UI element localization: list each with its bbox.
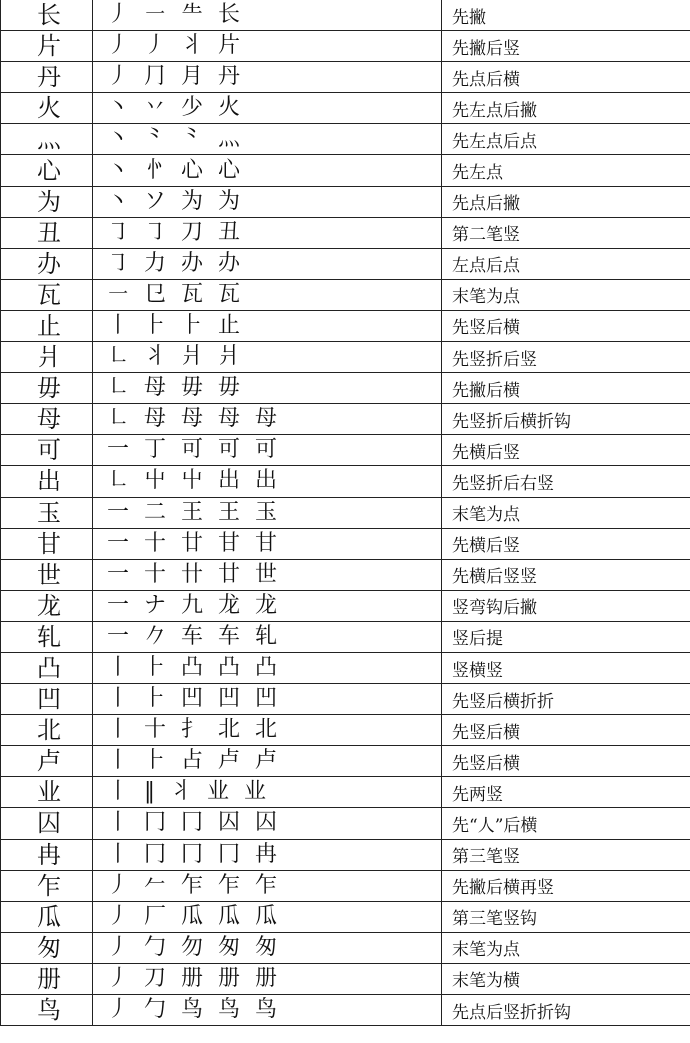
stroke-rule-text: 第三笔竖钩 xyxy=(452,909,537,930)
stroke-rule-text: 先竖后横折折 xyxy=(452,691,554,712)
table-row xyxy=(1,528,690,559)
stroke-rule-text: 先撇后横 xyxy=(452,380,520,401)
stroke-rule-cell xyxy=(442,808,690,839)
stroke-sequence-cell: 一 十 廿 甘 甘 xyxy=(93,528,442,559)
stroke-rule-cell xyxy=(442,373,690,404)
stroke-sequence-cell: 丿 厂 瓜 瓜 瓜 xyxy=(93,901,442,932)
stroke-sequence-cell: 一 丁 可 可 可 xyxy=(93,435,442,466)
table-row xyxy=(1,684,690,715)
stroke-rule-cell xyxy=(442,404,690,435)
character-cell: 母 xyxy=(1,404,93,435)
table-row xyxy=(1,342,690,373)
stroke-rule-cell xyxy=(442,684,690,715)
character-cell: 玉 xyxy=(1,497,93,528)
stroke-rule-text: 先撇 xyxy=(452,7,486,28)
stroke-rule-cell xyxy=(442,62,690,93)
stroke-rule-text: 先竖后横 xyxy=(452,722,520,743)
table-row xyxy=(1,124,690,155)
stroke-sequence-cell: ㇐ 㔾 瓦 瓦 xyxy=(93,279,442,310)
character-cell: 凸 xyxy=(1,652,93,683)
stroke-sequence-cell: 丿 勹 勿 匆 匆 xyxy=(93,932,442,963)
character-cell: 止 xyxy=(1,310,93,341)
stroke-sequence-cell: 丨 ⺊ 凸 凸 凸 xyxy=(93,652,442,683)
stroke-rule-cell xyxy=(442,746,690,777)
character-cell: 片 xyxy=(1,31,93,62)
table-row xyxy=(1,963,690,994)
character-cell: 可 xyxy=(1,435,93,466)
stroke-rule-text: 先竖折后竖 xyxy=(452,349,537,370)
stroke-sequence-cell: 丿 ㇐ ⺧ 长 xyxy=(93,0,442,31)
stroke-rule-text: 第二笔竖 xyxy=(452,225,520,246)
table-row xyxy=(1,62,690,93)
stroke-rule-cell xyxy=(442,342,690,373)
table-row xyxy=(1,746,690,777)
stroke-sequence-cell: 丶 丷 少 火 xyxy=(93,93,442,124)
stroke-sequence-cell: 丨 ‖ 丬 业 业 xyxy=(93,777,442,808)
stroke-rule-text: 竖后提 xyxy=(452,629,503,650)
stroke-rule-text: 末笔为点 xyxy=(452,287,520,308)
stroke-rule-cell xyxy=(442,31,690,62)
table-row xyxy=(1,404,690,435)
stroke-sequence-cell: 丶 ソ 为 为 xyxy=(93,186,442,217)
stroke-rule-cell xyxy=(442,777,690,808)
stroke-sequence-cell: 丶 㣺 心 心 xyxy=(93,155,442,186)
stroke-rule-cell xyxy=(442,715,690,746)
stroke-sequence-cell: 一 ナ 九 龙 龙 xyxy=(93,590,442,621)
stroke-sequence-cell: 一 二 王 王 玉 xyxy=(93,497,442,528)
table-row xyxy=(1,466,690,497)
stroke-sequence-cell: ㇗ 屮 屮 出 出 xyxy=(93,466,442,497)
stroke-rule-cell xyxy=(442,652,690,683)
stroke-rule-cell xyxy=(442,621,690,652)
stroke-rule-text: 第三笔竖 xyxy=(452,847,520,868)
table-row xyxy=(1,155,690,186)
stroke-rule-cell xyxy=(442,528,690,559)
stroke-rule-cell xyxy=(442,186,690,217)
character-cell: 鸟 xyxy=(1,995,93,1026)
character-cell: 匆 xyxy=(1,932,93,963)
stroke-rule-cell xyxy=(442,963,690,994)
stroke-rule-cell xyxy=(442,124,690,155)
character-cell: 丑 xyxy=(1,217,93,248)
stroke-rule-cell xyxy=(442,435,690,466)
stroke-sequence-cell: 丨 ⺊ 占 卢 卢 xyxy=(93,746,442,777)
stroke-sequence-cell: 丿 刀 册 册 册 xyxy=(93,963,442,994)
stroke-rule-text: 先竖折后横折钩 xyxy=(452,411,571,432)
table-row xyxy=(1,839,690,870)
stroke-rule-cell xyxy=(442,155,690,186)
stroke-rule-text: 先点后撇 xyxy=(452,194,520,215)
stroke-rule-text: 先竖折后右竖 xyxy=(452,473,554,494)
character-cell: 甘 xyxy=(1,528,93,559)
stroke-sequence-cell: 丨 ⺊ ⺊ 止 xyxy=(93,310,442,341)
stroke-sequence-cell: 一 十 卄 廿 世 xyxy=(93,559,442,590)
stroke-rule-cell xyxy=(442,0,690,31)
stroke-sequence-cell: ㇆ 力 办 办 xyxy=(93,248,442,279)
stroke-rule-text: 先两竖 xyxy=(452,784,503,805)
table-row xyxy=(1,777,690,808)
character-cell: 心 xyxy=(1,155,93,186)
stroke-rule-cell xyxy=(442,466,690,497)
stroke-rule-cell xyxy=(442,995,690,1026)
character-cell: 出 xyxy=(1,466,93,497)
stroke-sequence-cell: 丿 ⺆ 月 丹 xyxy=(93,62,442,93)
character-cell: 囚 xyxy=(1,808,93,839)
stroke-sequence-cell: 丨 十 扌 北 北 xyxy=(93,715,442,746)
character-cell: 世 xyxy=(1,559,93,590)
table-row xyxy=(1,590,690,621)
character-cell: 龙 xyxy=(1,590,93,621)
stroke-sequence-cell: 丶 ⺀ ⺀ 灬 xyxy=(93,124,442,155)
character-cell: 为 xyxy=(1,186,93,217)
stroke-rule-text: 末笔为横 xyxy=(452,971,520,992)
table-row xyxy=(1,310,690,341)
table-row xyxy=(1,435,690,466)
character-cell: 办 xyxy=(1,248,93,279)
character-cell: 北 xyxy=(1,715,93,746)
stroke-rule-cell xyxy=(442,839,690,870)
table-row xyxy=(1,808,690,839)
stroke-rule-cell xyxy=(442,93,690,124)
stroke-rule-text: 先左点后撇 xyxy=(452,100,537,121)
stroke-rule-text: 先竖后横 xyxy=(452,318,520,339)
table-row xyxy=(1,217,690,248)
stroke-sequence-cell: 丿 丿 ⺦ 片 xyxy=(93,31,442,62)
stroke-rule-text: 先横后竖 xyxy=(452,442,520,463)
table-row xyxy=(1,31,690,62)
stroke-rule-text: 先竖后横 xyxy=(452,753,520,774)
stroke-sequence-cell: 丿 𠂉 乍 乍 乍 xyxy=(93,870,442,901)
character-cell: 冉 xyxy=(1,839,93,870)
stroke-rule-cell xyxy=(442,901,690,932)
stroke-rule-text: 先左点 xyxy=(452,163,503,184)
table-row xyxy=(1,93,690,124)
character-cell: 卢 xyxy=(1,746,93,777)
character-cell: 毋 xyxy=(1,373,93,404)
stroke-rule-text: 先“人”后横 xyxy=(452,815,538,836)
table-row xyxy=(1,652,690,683)
stroke-rule-text: 先点后横 xyxy=(452,69,520,90)
stroke-rule-text: 左点后点 xyxy=(452,256,520,277)
stroke-sequence-cell: 丨 ⺊ 凹 凹 凹 xyxy=(93,684,442,715)
stroke-rule-cell xyxy=(442,497,690,528)
stroke-rule-text: 先横后竖竖 xyxy=(452,567,537,588)
character-cell: 业 xyxy=(1,777,93,808)
table-row xyxy=(1,0,690,31)
table-row xyxy=(1,559,690,590)
stroke-rule-text: 先左点后点 xyxy=(452,131,537,152)
table-body xyxy=(1,0,690,1026)
table-row xyxy=(1,870,690,901)
stroke-rule-text: 先撇后横再竖 xyxy=(452,878,554,899)
table-row xyxy=(1,995,690,1026)
stroke-sequence-cell: 丿 勹 鸟 鸟 鸟 xyxy=(93,995,442,1026)
stroke-rule-cell xyxy=(442,932,690,963)
character-cell: 爿 xyxy=(1,342,93,373)
stroke-rule-text: 先撇后竖 xyxy=(452,38,520,59)
stroke-rule-cell xyxy=(442,590,690,621)
stroke-sequence-cell: ㇗ 母 母 母 母 xyxy=(93,404,442,435)
stroke-rule-text: 先点后竖折折钩 xyxy=(452,1002,571,1023)
character-cell: 瓜 xyxy=(1,901,93,932)
character-cell: 乍 xyxy=(1,870,93,901)
character-cell: 轧 xyxy=(1,621,93,652)
character-cell: 凹 xyxy=(1,684,93,715)
stroke-rule-text: 末笔为点 xyxy=(452,940,520,961)
character-cell: 灬 xyxy=(1,124,93,155)
table-row xyxy=(1,932,690,963)
character-cell: 丹 xyxy=(1,62,93,93)
stroke-sequence-cell: ㇗ 丬 爿 爿 xyxy=(93,342,442,373)
table-row xyxy=(1,621,690,652)
stroke-rule-text: 末笔为点 xyxy=(452,505,520,526)
table-row xyxy=(1,901,690,932)
stroke-rule-cell xyxy=(442,248,690,279)
stroke-rule-cell xyxy=(442,310,690,341)
table-row xyxy=(1,715,690,746)
stroke-rule-text: 竖横竖 xyxy=(452,660,503,681)
table-row xyxy=(1,497,690,528)
table-row xyxy=(1,248,690,279)
character-cell: 瓦 xyxy=(1,279,93,310)
stroke-sequence-cell: 一 𠂊 车 车 轧 xyxy=(93,621,442,652)
character-cell: 火 xyxy=(1,93,93,124)
stroke-sequence-cell: ㇗ 母 毋 毋 xyxy=(93,373,442,404)
character-cell: 册 xyxy=(1,963,93,994)
stroke-rule-text: 先横后竖 xyxy=(452,536,520,557)
stroke-rule-cell xyxy=(442,217,690,248)
stroke-rule-cell xyxy=(442,279,690,310)
character-cell: 长 xyxy=(1,0,93,31)
stroke-rule-text: 竖弯钩后撇 xyxy=(452,598,537,619)
stroke-rule-cell xyxy=(442,559,690,590)
table-row xyxy=(1,373,690,404)
stroke-sequence-cell: 丨 冂 冂 冂 冉 xyxy=(93,839,442,870)
stroke-sequence-cell: 丨 冂 冂 囚 囚 xyxy=(93,808,442,839)
stroke-rule-cell xyxy=(442,870,690,901)
table-row xyxy=(1,186,690,217)
stroke-sequence-cell: ㇆ ㇆ 刀 丑 xyxy=(93,217,442,248)
table-row xyxy=(1,279,690,310)
